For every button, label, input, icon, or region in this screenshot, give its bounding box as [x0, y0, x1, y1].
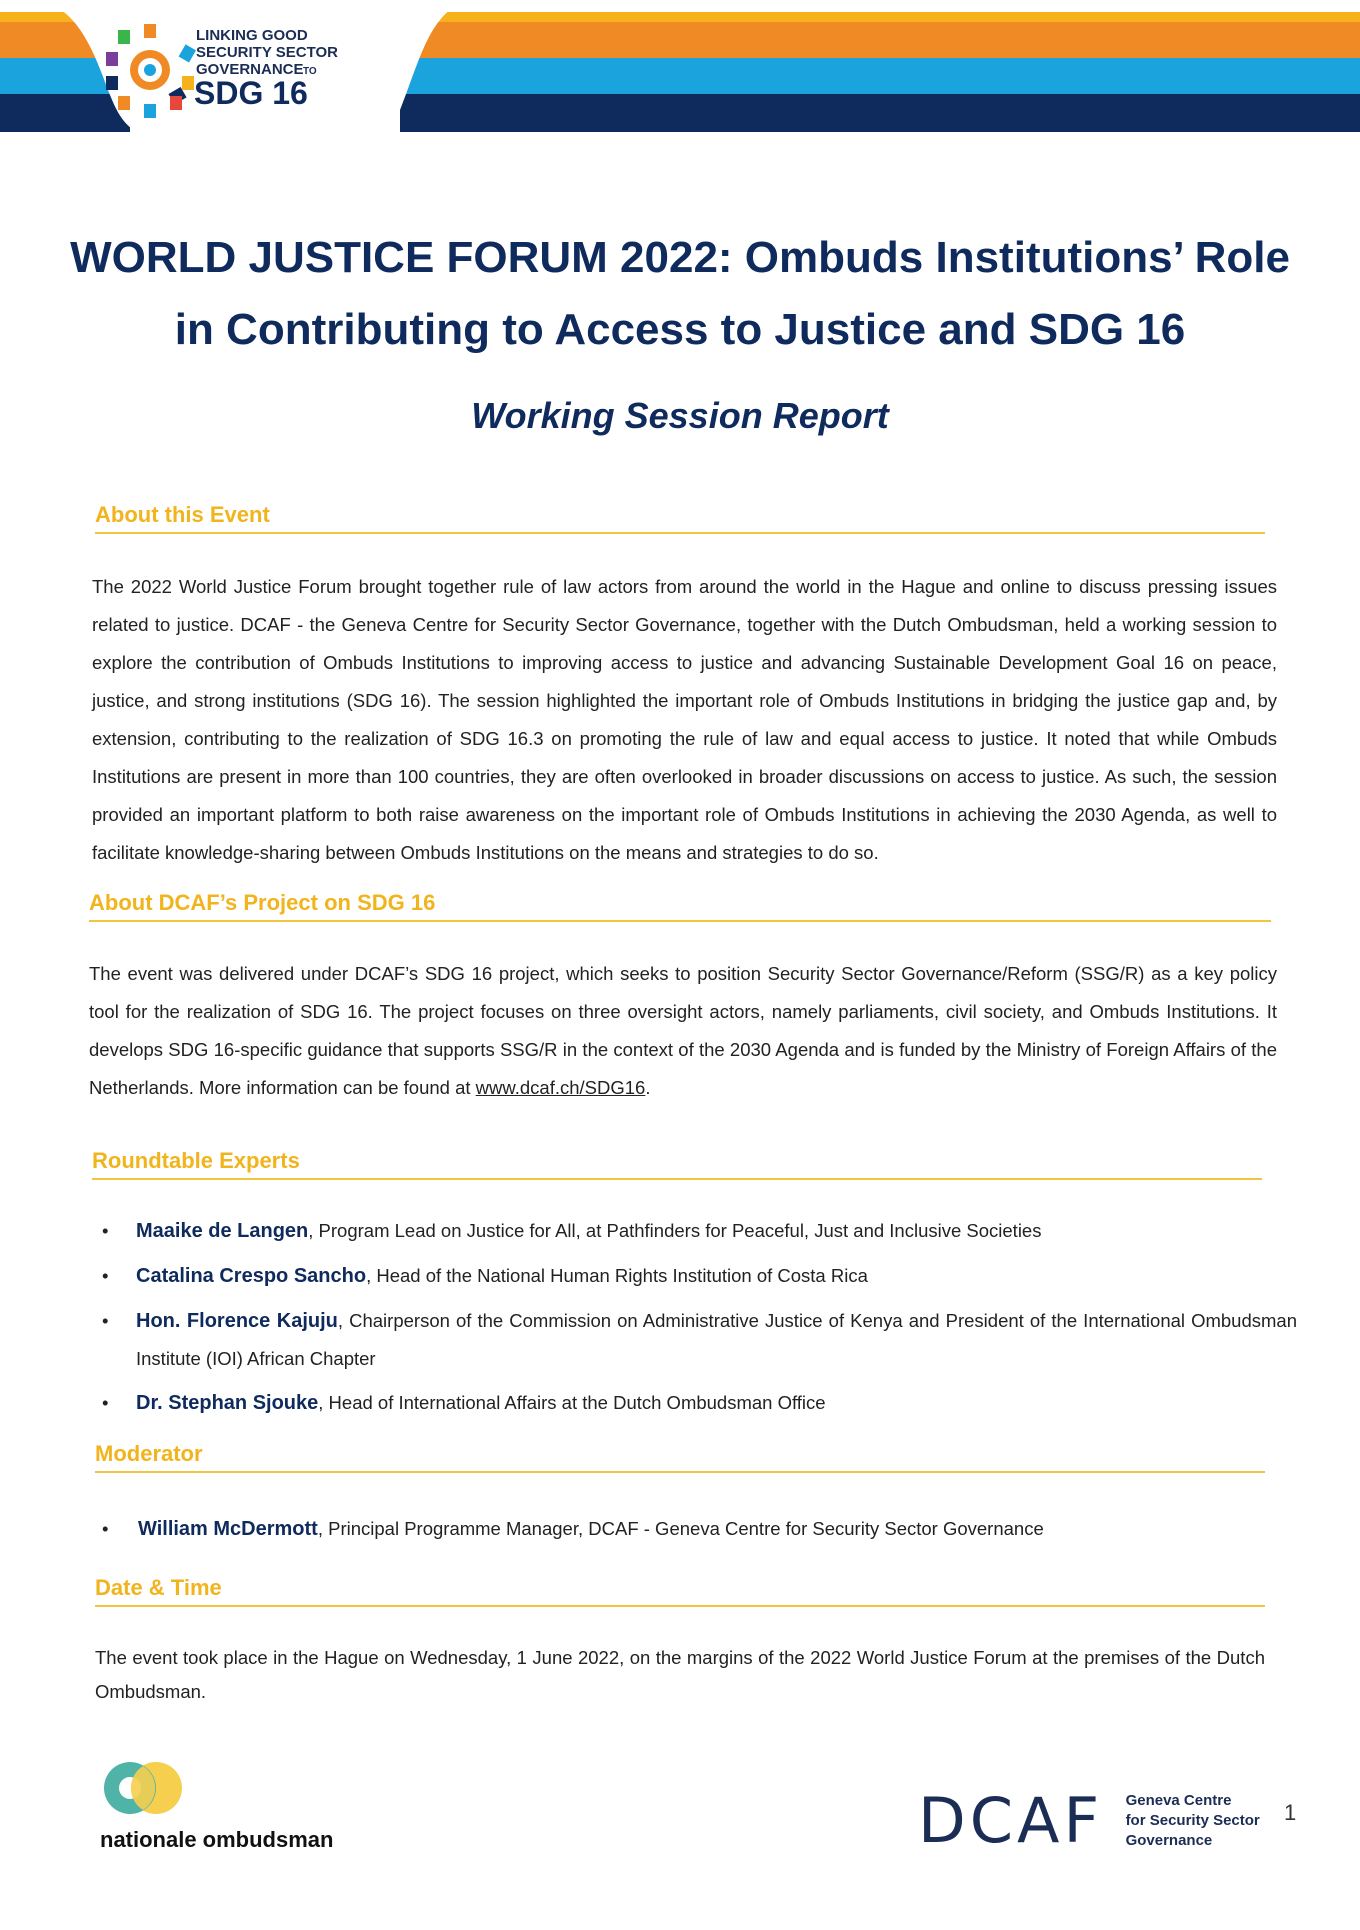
logo-line-3: GOVERNANCE	[196, 61, 304, 78]
nationale-ombudsman-logo	[100, 1760, 333, 1853]
dcaf-subtitle	[1126, 1791, 1260, 1851]
date-time-heading: Date & Time	[95, 1575, 1265, 1607]
about-project-heading: About DCAF’s Project on SDG 16	[89, 890, 1271, 922]
dcaf-wordmark: DCAF	[918, 1784, 1104, 1857]
page-number: 1	[1284, 1800, 1297, 1825]
page-subtitle: Working Session Report	[471, 395, 889, 436]
experts-list	[92, 1212, 1297, 1429]
expert-desc: , Head of International Affairs at the Dutch Ombudsman Office	[318, 1392, 826, 1413]
moderator-heading: Moderator	[95, 1441, 1265, 1473]
dcaf-sub-line-3: Governance	[1125, 1832, 1213, 1849]
dcaf-logo	[918, 1784, 1260, 1857]
ombudsman-wordmark: nationale ombudsman	[100, 1827, 334, 1852]
list-item	[92, 1302, 1297, 1377]
sdg16-link[interactable]: www.dcaf.ch/SDG16	[475, 1077, 646, 1098]
expert-name: Catalina Crespo Sancho	[136, 1265, 367, 1287]
dcaf-sub-line-2: for Security Sector	[1125, 1812, 1260, 1829]
expert-desc: , Chairperson of the Commission on Administrative Justice of Kenya and President of the International Ombudsman Institute (IOI) African Chapter	[136, 1310, 1297, 1369]
expert-name: Maaike de Langen	[136, 1220, 309, 1242]
logo-line-3-to: TO	[303, 66, 317, 77]
ombudsman-circles-icon	[100, 1760, 190, 1816]
expert-desc: , Program Lead on Justice for All, at Pathfinders for Peaceful, Just and Inclusive Societies	[308, 1220, 1042, 1241]
expert-name: Dr. Stephan Sjouke	[136, 1392, 319, 1414]
about-project-body	[89, 955, 1277, 1107]
title-line-1: WORLD JUSTICE FORUM 2022: Ombuds Institutions’ Role	[70, 233, 1290, 282]
moderator-desc: , Principal Programme Manager, DCAF - Geneva Centre for Security Sector Governance	[317, 1518, 1044, 1539]
about-event-heading: About this Event	[95, 502, 1265, 534]
list-item	[92, 1384, 1297, 1422]
expert-desc: , Head of the National Human Rights Institution of Costa Rica	[366, 1265, 868, 1286]
about-event-body: The 2022 World Justice Forum brought together rule of law actors from around the world in the Hague and online to discuss pressing issues related to justice. DCAF - the Geneva Centre for Security Sector Governance, together with the Dutch Ombudsman, held a working session to explore the contribution of Ombuds Institutions to improving access to justice and advancing Sustainable Development Goal 16 on peace, justice, and strong institutions (SDG 16). The session highlighted the important role of Ombuds Institutions in bridging the justice gap and, by extension, contributing to the realization of SDG 16.3 on promoting the rule of law and equal access to justice. It noted that while Ombuds Institutions are present in more than 100 countries, they are often overlooked in broader discussions on access to justice. As such, the session provided an important platform to both raise awareness on the important role of Ombuds Institutions in achieving the 2030 Agenda, as well to facilitate knowledge-sharing between Ombuds Institutions on the means and strategies to do so.	[92, 576, 1277, 863]
about-project-tail: .	[645, 1077, 651, 1098]
page-title	[60, 222, 1300, 366]
header-banner	[0, 0, 1360, 140]
list-item	[92, 1257, 1297, 1295]
header-stripes	[0, 0, 1360, 140]
logo-line-2: SECURITY SECTOR	[196, 44, 338, 61]
dcaf-sub-line-1: Geneva Centre	[1125, 1792, 1232, 1809]
date-time-body: The event took place in the Hague on Wednesday, 1 June 2022, on the margins of the 2022 World Justice Forum at the premises of the Dutch Ombudsman.	[95, 1647, 1265, 1702]
experts-heading: Roundtable Experts	[92, 1148, 1262, 1180]
moderator-list	[92, 1510, 1297, 1555]
title-line-2: in Contributing to Access to Justice and SDG 16	[174, 305, 1186, 354]
logo-sdg16: SDG 16	[194, 75, 308, 111]
list-item	[92, 1510, 1297, 1548]
list-item	[92, 1212, 1297, 1250]
about-project-text: The event was delivered under DCAF’s SDG 16 project, which seeks to position Security Sector Governance/Reform (SSG/R) as a key policy tool for the realization of SDG 16. The project focuses on three oversight actors, namely parliaments, civil society, and Ombuds Institutions. It develops SDG 16-specific guidance that supports SSG/R in the context of the 2030 Agenda and is funded by the Ministry of Foreign Affairs of the Netherlands. More information can be found at	[89, 963, 1277, 1098]
expert-name: Hon. Florence Kajuju	[136, 1310, 338, 1332]
moderator-name: William McDermott	[138, 1518, 318, 1540]
logo-line-1: LINKING GOOD	[196, 27, 308, 44]
